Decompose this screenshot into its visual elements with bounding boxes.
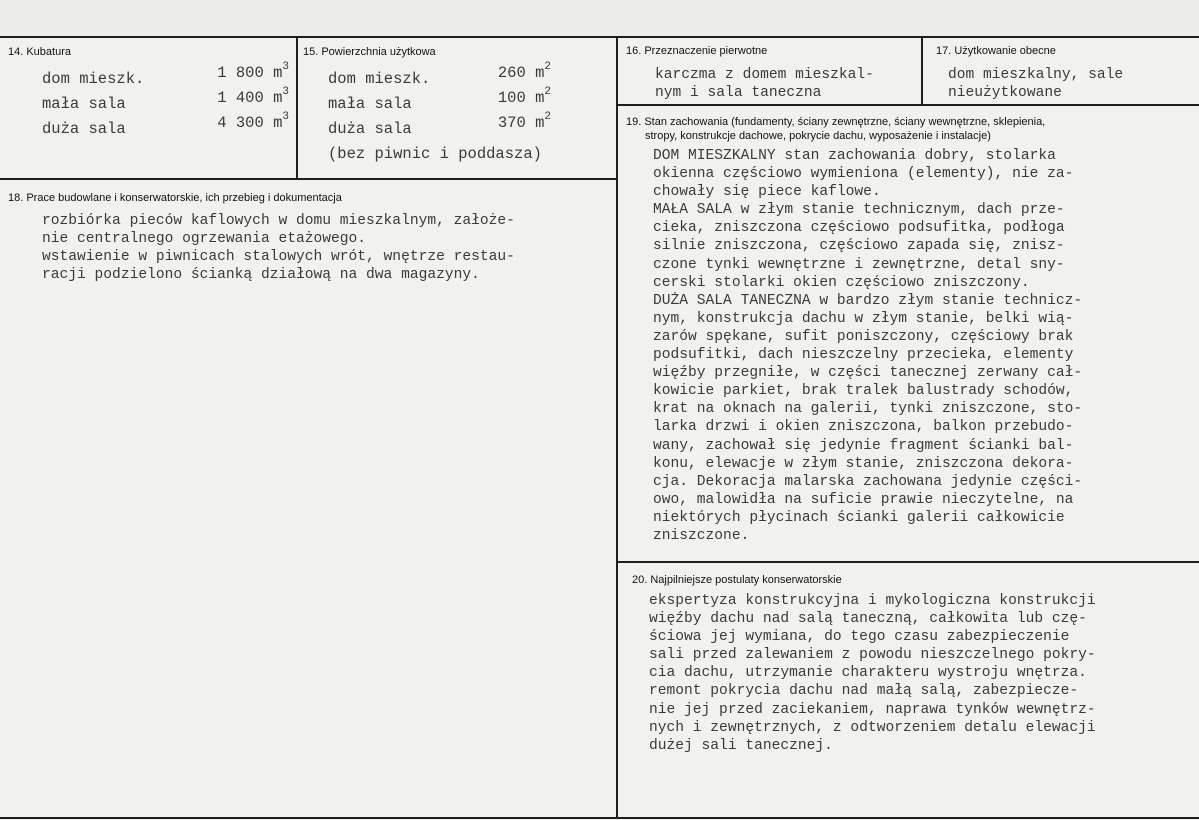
field-20-text xyxy=(649,592,1096,755)
text-line: podsufitki, dach nieszczelny przecieka, elementy xyxy=(653,347,1074,364)
text-line: wany, zachował się jedynie fragment ścianki bal- xyxy=(653,437,1074,454)
field-15-note: (bez piwnic i poddasza) xyxy=(328,145,542,163)
text-line: cja. Dekoracja malarska zachowana jedynie części- xyxy=(653,473,1083,490)
field-14-row-value xyxy=(217,113,289,132)
divider-16-19 xyxy=(617,104,1199,106)
field-14-row-name: dom mieszk. xyxy=(42,70,145,88)
field-15-row-value xyxy=(498,63,551,82)
field-19-text xyxy=(653,147,1082,545)
field-19-label-line-1: 19. Stan zachowania (fundamenty, ściany zewnętrzne, ściany wewnętrzne, sklepienia, xyxy=(626,116,1046,128)
text-line: racji podzielono ścianką działową na dwa magazyny. xyxy=(42,267,480,284)
text-line: nie centralnego ogrzewania etażowego. xyxy=(42,231,367,248)
value-exponent: 3 xyxy=(282,111,289,123)
field-18-text xyxy=(42,212,515,284)
field-14-row-value xyxy=(217,88,289,107)
text-line: cerski stolarki okien częściowo zniszczony. xyxy=(653,274,1030,291)
text-line: czone tynki wewnętrzne i zewnętrzne, detal sny- xyxy=(653,256,1065,273)
field-17-label: 17. Użytkowanie obecne xyxy=(936,45,1056,57)
field-14-row-name: mała sala xyxy=(42,95,126,113)
field-17-text xyxy=(948,66,1123,102)
text-line: nieużytkowane xyxy=(948,85,1062,102)
text-line: nym, konstrukcja dachu w złym stanie, belki wią- xyxy=(653,310,1074,327)
divider-top-left-row xyxy=(0,178,617,180)
field-15-row-value xyxy=(498,88,551,107)
field-19-label-line-2: stropy, konstrukcje dachowe, pokrycie dachu, wyposażenie i instalacje) xyxy=(645,130,991,142)
value-text: 370 m xyxy=(497,114,545,133)
text-line: DOM MIESZKALNY stan zachowania dobry, stolarka xyxy=(653,148,1056,164)
text-line: wstawienie w piwnicach stalowych wrót, wnętrze restau- xyxy=(42,249,515,266)
value-text: 100 m xyxy=(497,89,545,108)
field-16-text xyxy=(655,66,874,102)
text-line: więźby przegniłe, w części tanecznej zerwany cał- xyxy=(653,365,1083,382)
field-15-row-name: duża sala xyxy=(328,120,412,138)
field-14-row-value xyxy=(217,63,289,82)
text-line: okienna częściowo wymieniona (elementy), nie za- xyxy=(653,166,1074,183)
text-line: konu, elewacje w złym stanie, zniszczona dekora- xyxy=(653,455,1074,472)
value-exponent: 3 xyxy=(282,61,289,73)
text-line: DUŻA SALA TANECZNA w bardzo złym stanie technicz- xyxy=(653,292,1083,309)
text-line: zniszczone. xyxy=(653,527,750,544)
text-line: rozbiórka pieców kaflowych w domu mieszkalnym, założe- xyxy=(42,213,515,229)
field-15-label: 15. Powierzchnia użytkowa xyxy=(303,46,436,58)
text-line: więźby dachu nad salą taneczną, całkowita lub czę- xyxy=(649,611,1087,628)
text-line: ekspertyza konstrukcyjna i mykologiczna konstrukcji xyxy=(649,593,1096,609)
text-line: niektórych płycinach ścianki galerii całkowicie xyxy=(653,509,1065,526)
value-text: 1 800 m xyxy=(217,64,283,83)
value-exponent: 2 xyxy=(544,86,551,98)
text-line: krat na oknach na galerii, tynki zniszczone, sto- xyxy=(653,401,1083,418)
text-line: silnie zniszczona, częściowo zapada się, znisz- xyxy=(653,238,1065,255)
field-14-label: 14. Kubatura xyxy=(8,46,71,58)
field-15-row-name: mała sala xyxy=(328,95,412,113)
value-text: 260 m xyxy=(497,64,545,83)
text-line: karczma z domem mieszkal- xyxy=(655,67,874,83)
text-line: chowały się piece kaflowe. xyxy=(653,184,881,201)
bottom-border xyxy=(0,817,1199,819)
text-line: larka drzwi i okien zniszczona, balkon przebudo- xyxy=(653,419,1074,436)
value-text: 1 400 m xyxy=(217,89,283,108)
field-15-row-name: dom mieszk. xyxy=(328,70,431,88)
divider-16-17 xyxy=(921,36,923,104)
text-line: owo, malowidła na suficie prawie nieczytelne, na xyxy=(653,491,1074,508)
field-14-row-name: duża sala xyxy=(42,120,126,138)
text-line: nych i zewnętrznych, z odtworzeniem detalu elewacji xyxy=(649,719,1096,736)
text-line: dużej sali tanecznej. xyxy=(649,737,833,754)
text-line: nie jej przed zaciekaniem, naprawa tynków wewnętrz- xyxy=(649,701,1096,718)
text-line: remont pokrycia dachu nad małą salą, zabezpiecze- xyxy=(649,683,1079,700)
text-line: MAŁA SALA w złym stanie technicznym, dach prze- xyxy=(653,202,1065,219)
value-exponent: 2 xyxy=(544,111,551,123)
divider-19-20 xyxy=(617,561,1199,563)
divider-14-15 xyxy=(296,36,298,179)
field-16-label: 16. Przeznaczenie pierwotne xyxy=(626,45,768,57)
field-20-label: 20. Najpilniejsze postulaty konserwatorskie xyxy=(632,574,842,586)
value-text: 4 300 m xyxy=(217,114,283,133)
divider-left-right xyxy=(616,36,618,818)
value-exponent: 2 xyxy=(544,61,551,73)
text-line: cia dachu, utrzymanie charakteru wystroju wnętrza. xyxy=(649,665,1087,682)
field-18-label: 18. Prace budowlane i konserwatorskie, ich przebieg i dokumentacja xyxy=(8,192,342,204)
field-15-row-value xyxy=(498,113,551,132)
text-line: nym i sala taneczna xyxy=(655,85,822,102)
top-border xyxy=(0,36,1199,38)
value-exponent: 3 xyxy=(282,86,289,98)
text-line: ściowa jej wymiana, do tego czasu zabezpieczenie xyxy=(649,629,1070,646)
text-line: sali przed zalewaniem z powodu nieszczelnego pokry- xyxy=(649,647,1096,664)
text-line: zarów spękane, sufit poniszczony, częściowy brak xyxy=(653,328,1074,345)
text-line: dom mieszkalny, sale xyxy=(948,67,1124,83)
text-line: cieka, zniszczona częściowo podsufitka, podłoga xyxy=(653,220,1065,237)
text-line: kowicie parkiet, brak tralek balustrady schodów, xyxy=(653,383,1074,400)
